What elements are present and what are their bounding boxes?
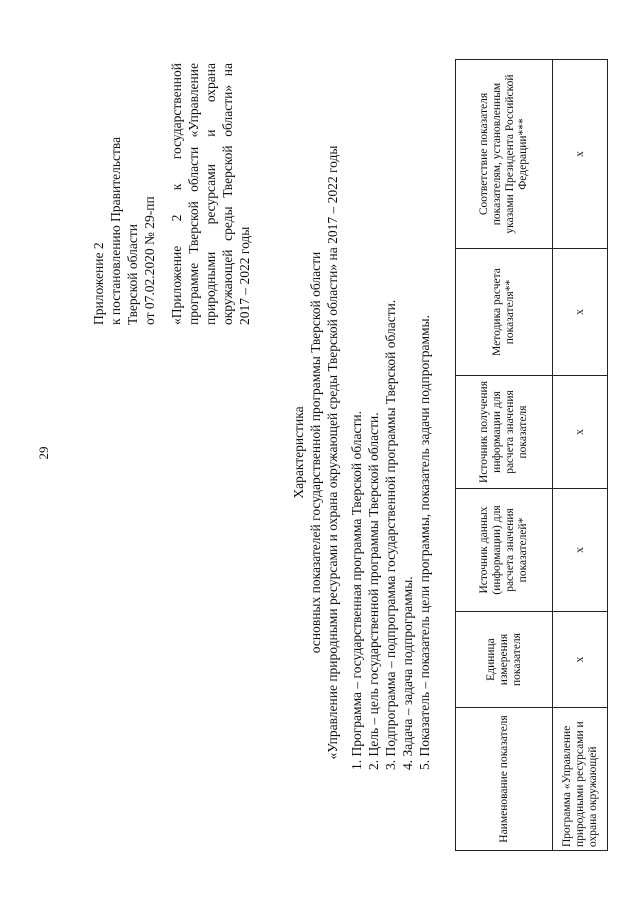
header-unit: Единица измерения показателя (456, 612, 553, 708)
header-indicator-name: Наименование показателя (456, 708, 553, 851)
table-cell: x (553, 612, 608, 708)
appendix-line: от 07.02.2020 № 29-пп (142, 196, 157, 325)
page-number: 29 (36, 446, 51, 460)
table-cell: Программа «Управление природными ресурсами и охрана окружающей (553, 708, 608, 851)
document-subtitle-program: «Управление природными ресурсами и охрана окружающей среды Тверской области» на 2017 – 2022 годы (325, 145, 340, 760)
table-row (553, 60, 608, 851)
appendix-line: Тверской области (125, 224, 140, 325)
header-info-source: Источник получения информации для расчета значения показателя (456, 376, 553, 489)
document-subtitle: основных показателей государственной программы Тверской области (308, 251, 323, 654)
list-item: 3. Подпрограмма – подпрограмма государственной программы Тверской области. (383, 299, 398, 770)
appendix-block (90, 137, 158, 325)
table-cell: x (553, 376, 608, 489)
definitions-list (348, 300, 433, 770)
header-compliance: Соответствие показателя показателям, установленным указами Президента Российской Федерации*** (456, 60, 553, 249)
appendix-line: Приложение 2 (91, 242, 106, 325)
list-item: 1. Программа – государственная программа Тверской области. (349, 410, 364, 770)
document-title: Характеристика (291, 406, 306, 499)
appendix-line: к постановлению Правительства (108, 136, 123, 325)
table-cell: x (553, 249, 608, 376)
table-header-row (456, 60, 553, 851)
header-data-source: Источник данных (информации) для расчета значения показателей* (456, 489, 553, 612)
header-method: Методика расчета показателя** (456, 249, 553, 376)
indicators-table (455, 59, 608, 851)
list-item: 5. Показатель – показатель цели программы, показатель задачи подпрограммы. (417, 314, 432, 770)
table-cell: x (553, 60, 608, 249)
list-item: 4. Задача – задача подпрограммы. (400, 576, 415, 770)
table-cell: x (553, 489, 608, 612)
list-item: 2. Цель – цель государственной программы Тверской области. (366, 412, 381, 770)
program-reference: «Приложение 2 к государственной программе Тверской области «Управление природными ресурсами и охрана окружающей среды Тверской области» на 2017 – 2022 годы (169, 63, 252, 325)
